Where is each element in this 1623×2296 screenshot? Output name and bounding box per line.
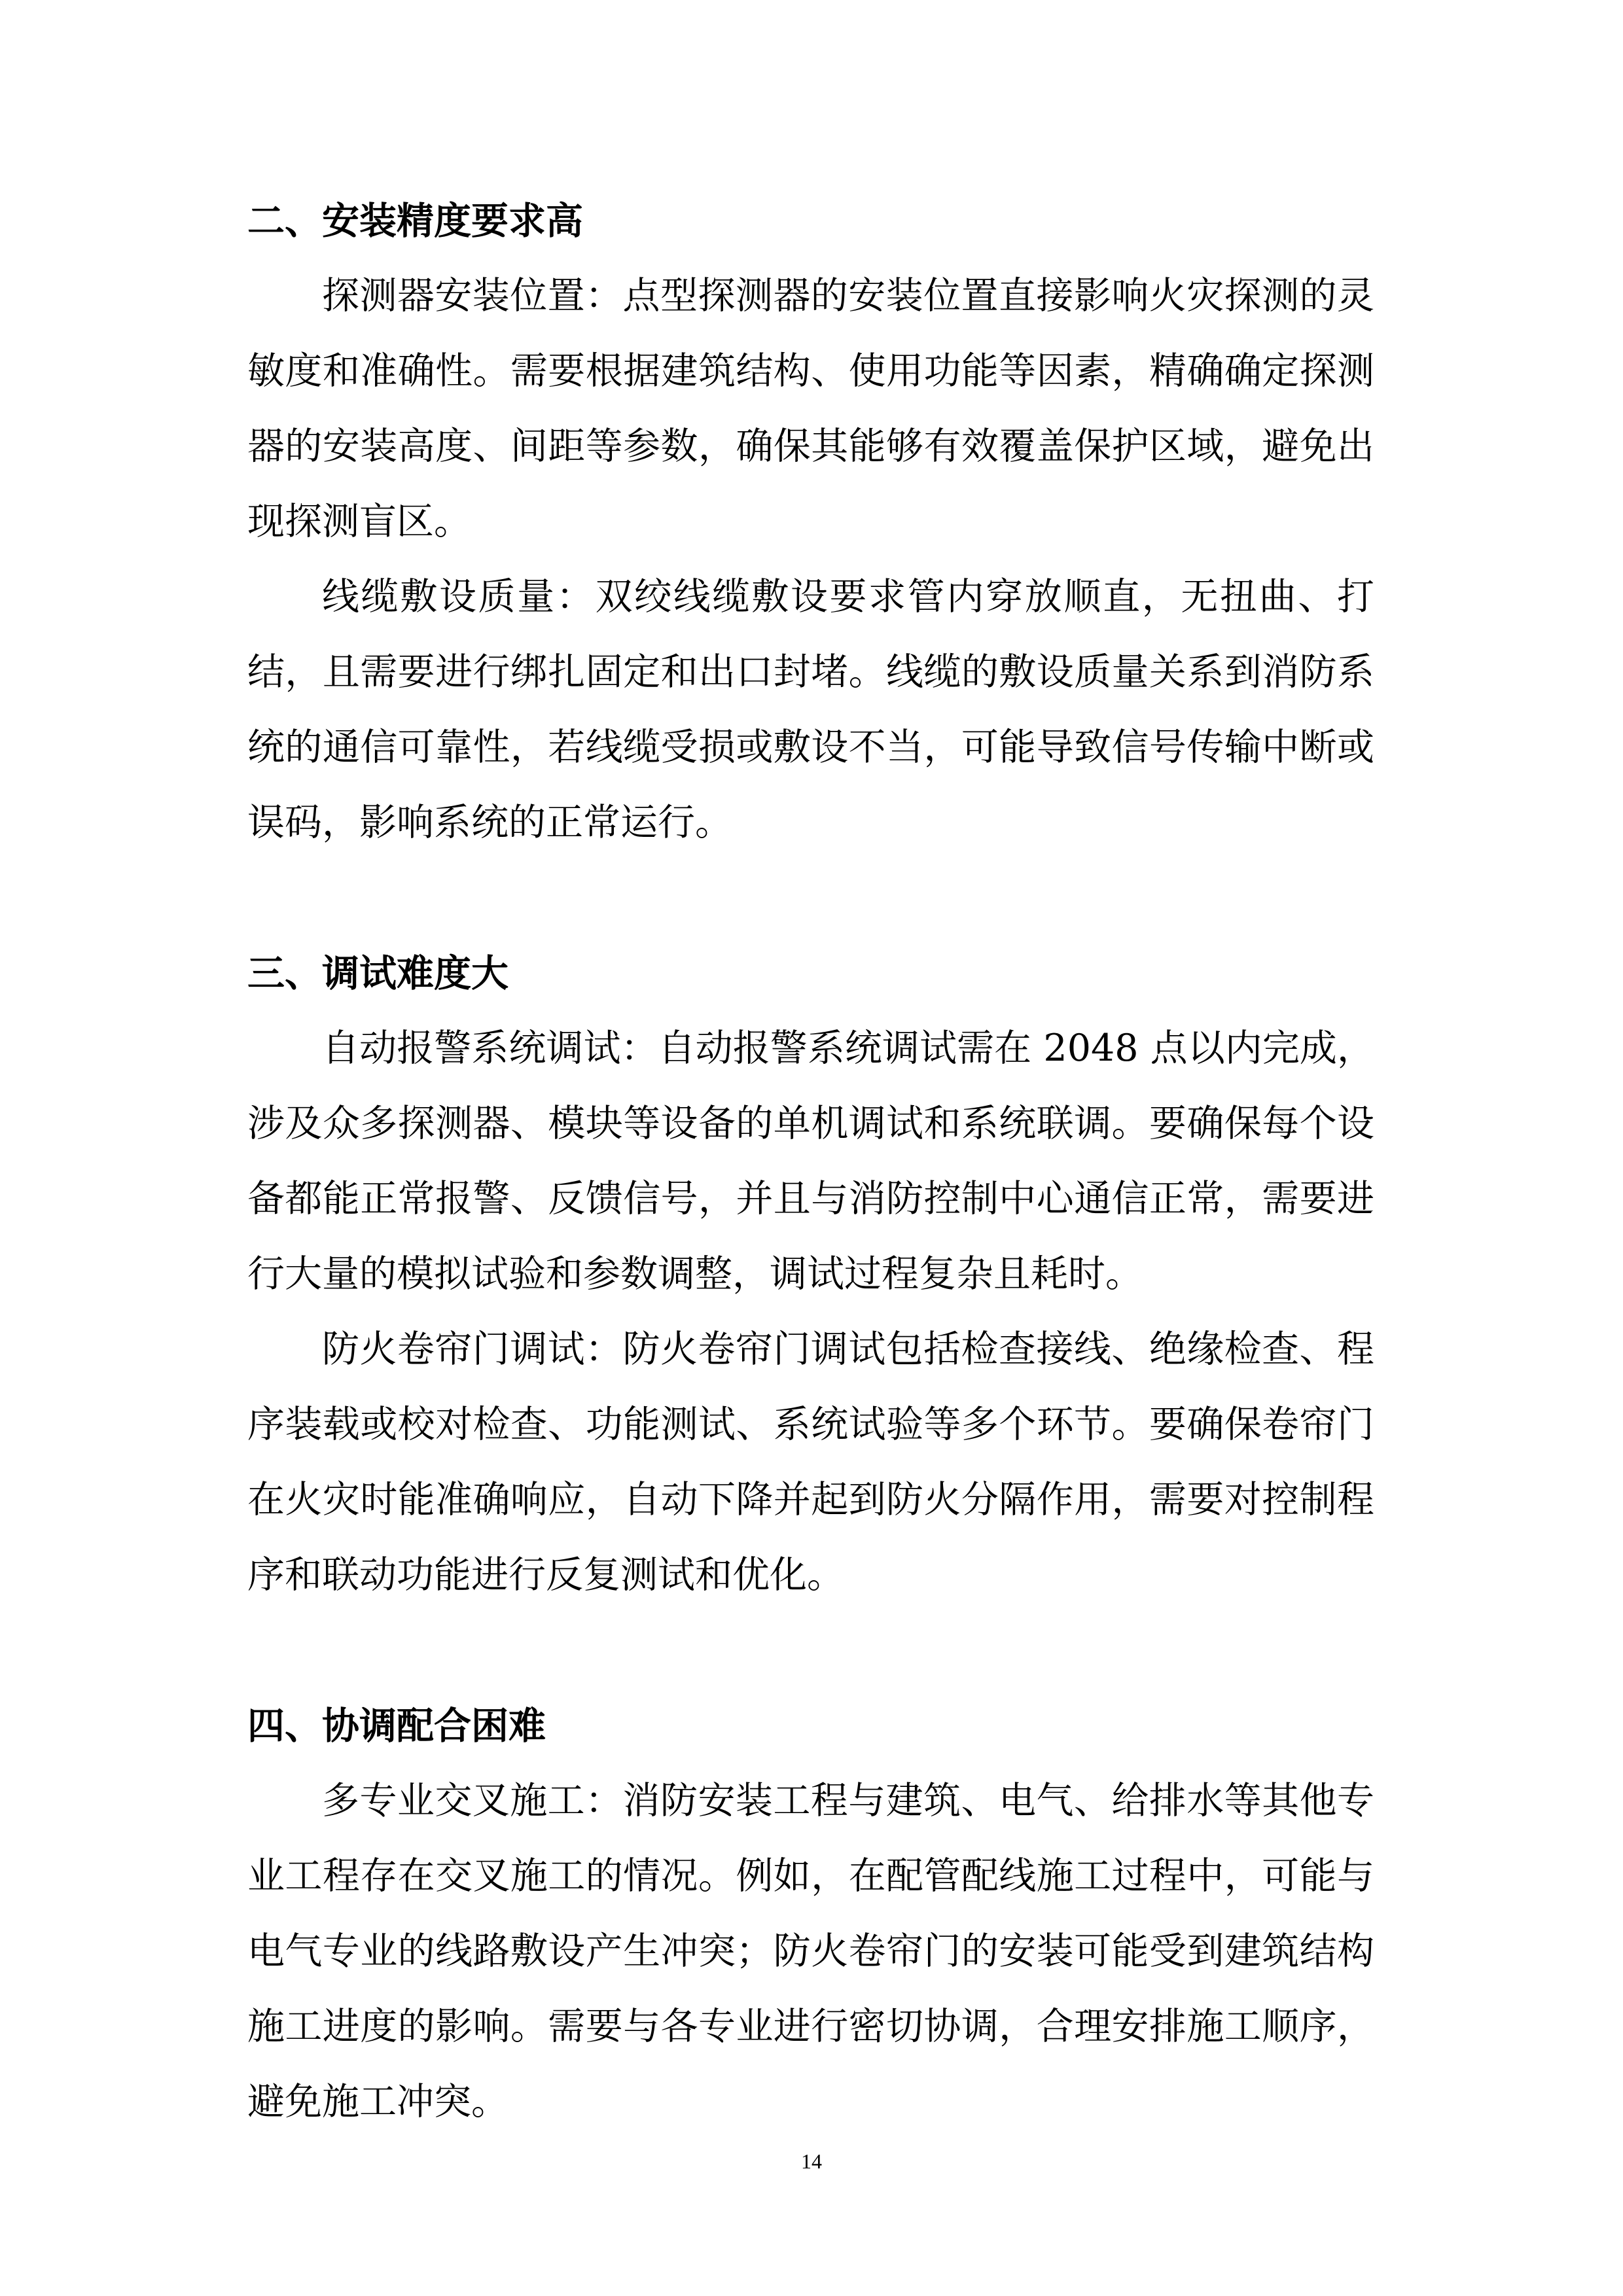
section-title-installation-precision: 二、安装精度要求高: [247, 199, 583, 243]
section-spacer: [247, 860, 1374, 936]
page-number: 14: [801, 2149, 822, 2173]
section-spacer: [247, 1613, 1374, 1688]
paragraph-cable-laying: 线缆敷设质量：双绞线缆敷设要求管内穿放顺直，无扭曲、打结，且需要进行绑扎固定和出口封堵。线缆的敷设质量关系到消防系统的通信可靠性，若线缆受损或敷设不当，可能导致信号传输中断或误码，影响系统的正常运行。: [247, 575, 1374, 844]
section-title-coordination: 四、协调配合困难: [247, 1704, 546, 1748]
paragraph-cross-discipline: 多专业交叉施工：消防安装工程与建筑、电气、给排水等其他专业工程存在交叉施工的情况。例如，在配管配线施工过程中，可能与电气专业的线路敷设产生冲突；防火卷帘门的安装可能受到建筑结构施工进度的影响。需要与各专业进行密切协调，合理安排施工顺序，避免施工冲突。: [247, 1779, 1374, 2123]
page-body: [247, 183, 1374, 2140]
paragraph-fire-shutter-commissioning: 防火卷帘门调试：防火卷帘门调试包括检查接线、绝缘检查、程序装载或校对检查、功能测试、系统试验等多个环节。要确保卷帘门在火灾时能准确响应，自动下降并起到防火分隔作用，需要对控制程序和联动功能进行反复测试和优化。: [247, 1328, 1374, 1597]
section-title-commissioning-difficulty: 三、调试难度大: [247, 951, 508, 995]
paragraph-detector-position: 探测器安装位置：点型探测器的安装位置直接影响火灾探测的灵敏度和准确性。需要根据建筑结构、使用功能等因素，精确确定探测器的安装高度、间距等参数，确保其能够有效覆盖保护区域，避免出现探测盲区。: [247, 274, 1374, 543]
paragraph-alarm-system-commissioning: 自动报警系统调试：自动报警系统调试需在 2048 点以内完成，涉及众多探测器、模块等设备的单机调试和系统联调。要确保每个设备都能正常报警、反馈信号，并且与消防控制中心通信正常，需要进行大量的模拟试验和参数调整，调试过程复杂且耗时。: [247, 1027, 1374, 1296]
